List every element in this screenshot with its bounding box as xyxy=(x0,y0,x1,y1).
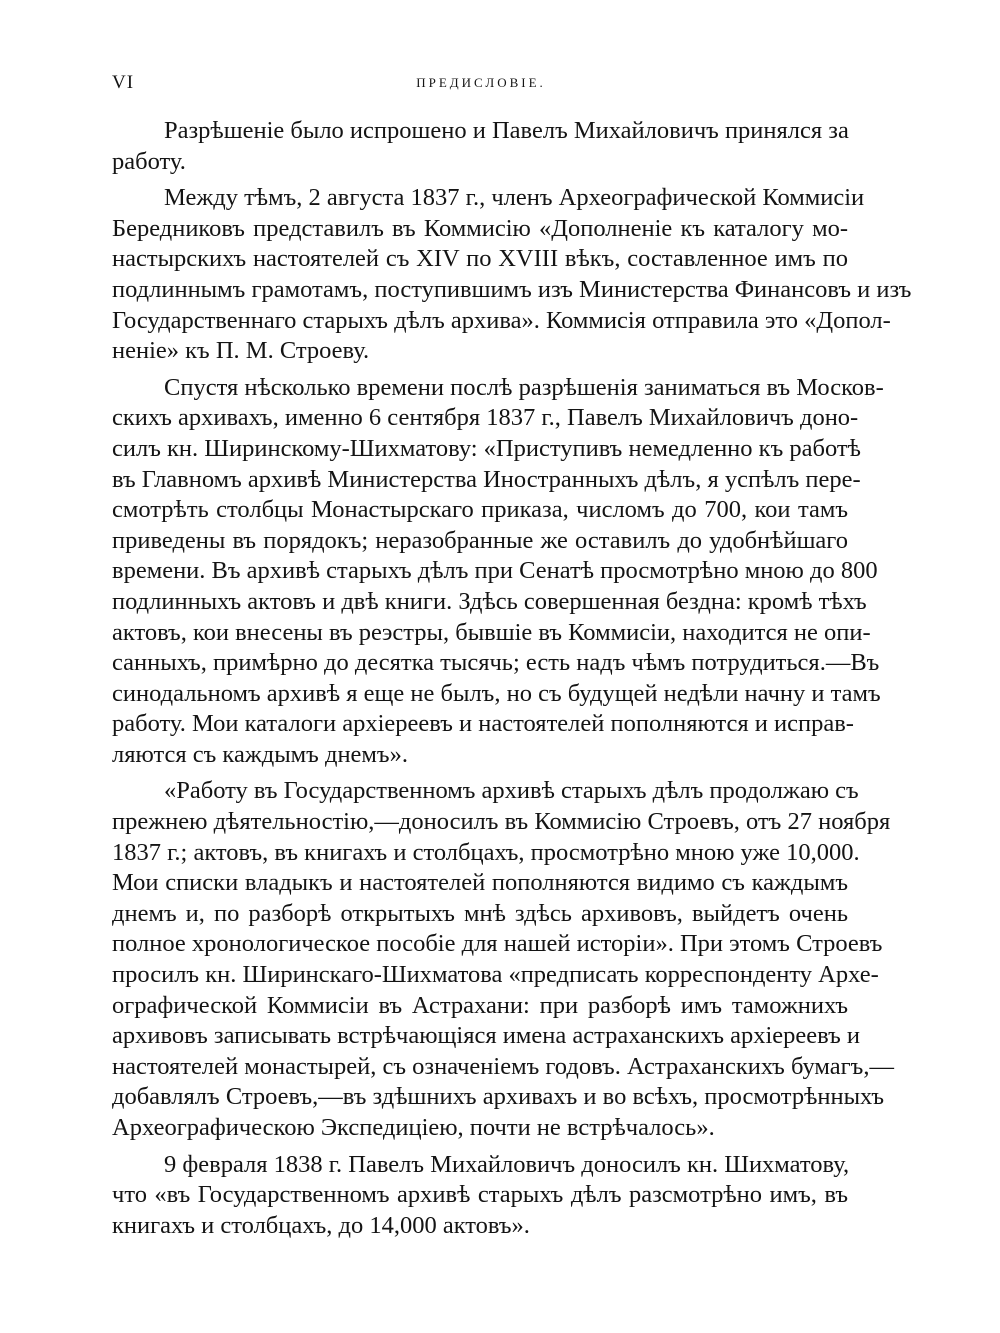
text-line: 1837 г.; актовъ, въ книгахъ и столбцахъ, просмотрѣно мною уже 10,000. xyxy=(112,838,860,866)
text-line: работу. Мои каталоги архіереевъ и настоятелей пополняются и исправ- xyxy=(112,710,854,738)
text-line: Государственнаго старыхъ дѣлъ архива». Коммисія отправила это «Допол- xyxy=(112,306,891,334)
text-line: Археографическою Экспедиціею, почти не встрѣчалось». xyxy=(112,1114,715,1141)
text-line: полное хронологическое пособіе для нашей исторіи». При этомъ Строевъ xyxy=(112,930,883,958)
text-line: подлинныхъ актовъ и двѣ книги. Здѣсь совершенная бездна: кромѣ тѣхъ xyxy=(112,587,867,615)
text-line: Спустя нѣсколько времени послѣ разрѣшенія заниматься въ Москов- xyxy=(164,373,884,401)
text-line: подлиннымъ грамотамъ, поступившимъ изъ Министерства Финансовъ и изъ xyxy=(112,275,912,303)
text-line: смотрѣть столбцы Монастырскаго приказа, числомъ до 700, кои тамъ xyxy=(112,496,848,524)
text-line: ографической Коммисіи въ Астрахани: при разборѣ имъ таможнихъ xyxy=(112,991,848,1019)
text-line: книгахъ и столбцахъ, до 14,000 актовъ». xyxy=(112,1211,530,1239)
text-line: «Работу въ Государственномъ архивѣ старыхъ дѣлъ продолжаю съ xyxy=(164,777,859,805)
paragraph xyxy=(112,183,912,367)
paragraph xyxy=(112,1150,848,1242)
text-line: неніе» къ П. М. Строеву. xyxy=(112,337,370,365)
text-line: въ Главномъ архивѣ Министерства Иностранныхъ дѣлъ, я успѣлъ пере- xyxy=(112,465,861,493)
text-line: добавлялъ Строевъ,—въ здѣшнихъ архивахъ и во всѣхъ, просмотрѣнныхъ xyxy=(112,1083,885,1111)
text-line: 9 февраля 1838 г. Павелъ Михайловичъ доносилъ кн. Шихматову, xyxy=(164,1150,850,1178)
text-line: времени. Въ архивѣ старыхъ дѣлъ при Сенатѣ просмотрѣно мною до 800 xyxy=(112,557,878,585)
text-line: работу. xyxy=(112,147,186,175)
text-line: силъ кн. Ширинскому-Шихматову: «Приступивъ немедленно къ работѣ xyxy=(112,434,861,462)
running-head: ПРЕДИСЛОВІЕ. xyxy=(416,75,546,90)
page-header xyxy=(112,72,850,96)
text-line: ляются съ каждымъ днемъ». xyxy=(112,740,408,768)
text-line: просилъ кн. Ширинскаго-Шихматова «предписать корреспонденту Архе- xyxy=(112,961,879,989)
text-line: синодальномъ архивѣ я еще не былъ, но съ будущей недѣли начну и тамъ xyxy=(112,679,881,707)
text-line: скихъ архивахъ, именно 6 сентября 1837 г., Павелъ Михайловичъ доно- xyxy=(112,404,859,432)
text-line: настырскихъ настоятелей съ XIV по XVIII вѣкъ, составленное имъ по xyxy=(112,245,848,273)
text-line: санныхъ, примѣрно до десятка тысячь; есть надъ чѣмъ потрудиться.—Въ xyxy=(112,649,880,677)
text-line: прежнею дѣятельностію,—доносилъ въ Коммисію Строевъ, отъ 27 ноября xyxy=(112,808,891,836)
text-line: архивовъ записывать встрѣчающіяся имена астраханскихъ архіереевъ и xyxy=(112,1022,861,1050)
text-line: Мои списки владыкъ и настоятелей пополняются видимо съ каждымъ xyxy=(112,869,848,897)
text-line: Бередниковъ представилъ въ Коммисію «Дополненіе къ каталогу мо- xyxy=(112,214,848,242)
paragraph xyxy=(112,116,848,177)
paragraph xyxy=(112,776,894,1143)
page-number: VI xyxy=(112,72,135,93)
text-line: что «въ Государственномъ архивѣ старыхъ дѣлъ разсмотрѣно имъ, въ xyxy=(112,1181,848,1209)
text-line: Разрѣшеніе было испрошено и Павелъ Михайловичъ принялся за xyxy=(164,117,849,144)
text-line: днемъ и, по разборѣ открытыхъ мнѣ здѣсь архивовъ, выйдетъ очень xyxy=(112,899,848,927)
paragraph xyxy=(112,373,884,771)
text-line: Между тѣмъ, 2 августа 1837 г., членъ Археографической Коммисіи xyxy=(164,184,865,212)
text-line: приведены въ порядокъ; неразобранные же оставилъ до удобнѣйшаго xyxy=(112,526,848,554)
text-line: актовъ, кои внесены въ реэстры, бывшіе въ Коммисіи, находится не опи- xyxy=(112,618,871,646)
text-line: настоятелей монастырей, съ означеніемъ годовъ. Астраханскихъ бумагъ,— xyxy=(112,1052,894,1080)
body-text xyxy=(112,116,912,1241)
